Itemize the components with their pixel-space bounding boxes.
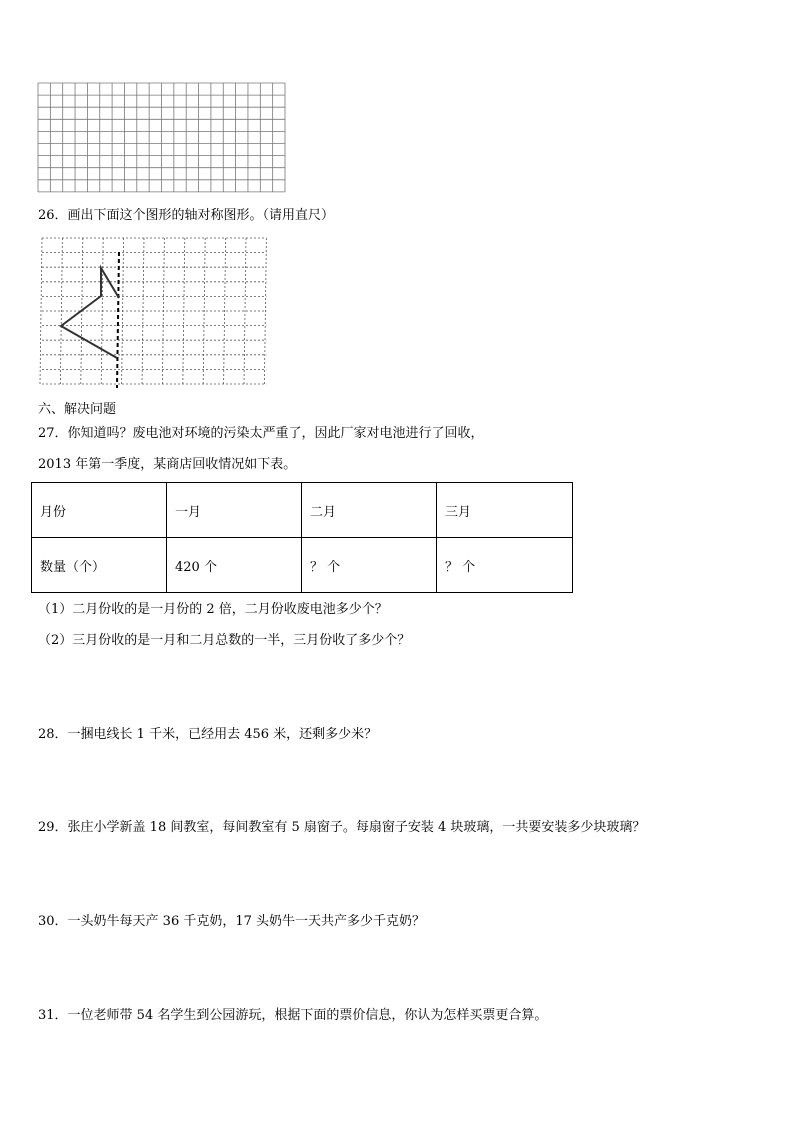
table-row [32,538,573,593]
table-cell: 数量（个） [32,538,167,593]
q26-text: 26．画出下面这个图形的轴对称图形。（请用直尺） [38,208,335,223]
grid-line [40,238,42,384]
q27-sub2: （2）三月份收的是一月和二月总数的一半，三月份收了多少个？ [38,633,411,648]
table-cell: 二月 [302,483,437,538]
q31-text: 31．一位老师带 54 名学生到公园游玩，根据下面的票价信息，你认为怎样买票更合算。 [38,1008,548,1023]
grid-line [244,238,246,384]
table-cell: 三月 [437,483,573,538]
recycling-table [31,482,573,593]
q27-sub1: （1）二月份收的是一月份的 2 倍，二月份收废电池多少个？ [38,602,388,617]
table-cell: ？ 个 [437,538,573,593]
q30-text: 30．一头奶牛每天产 36 千克奶，17 头奶牛一天共产多少千克奶？ [38,914,426,929]
q27-line2: 2013 年第一季度，某商店回收情况如下表。 [38,457,297,472]
table-cell: 月份 [32,483,167,538]
table-cell: 420 个 [167,538,302,593]
q29-text: 29．张庄小学新盖 18 间教室，每间教室有 5 扇窗子。每扇窗子安装 4 块玻璃，一共要安装多少块玻璃？ [38,820,646,835]
section-title: 六、解决问题 [38,402,117,417]
table-cell: 一月 [167,483,302,538]
symmetry-axis [117,252,119,388]
q28-text: 28．一捆电线长 1 千米，已经用去 456 米，还剩多少米？ [38,727,378,742]
table-header-row [32,483,573,538]
table-cell: ？ 个 [302,538,437,593]
q27-line1: 27．你知道吗？废电池对环境的污染太严重了，因此厂家对电池进行了回收， [38,426,484,441]
